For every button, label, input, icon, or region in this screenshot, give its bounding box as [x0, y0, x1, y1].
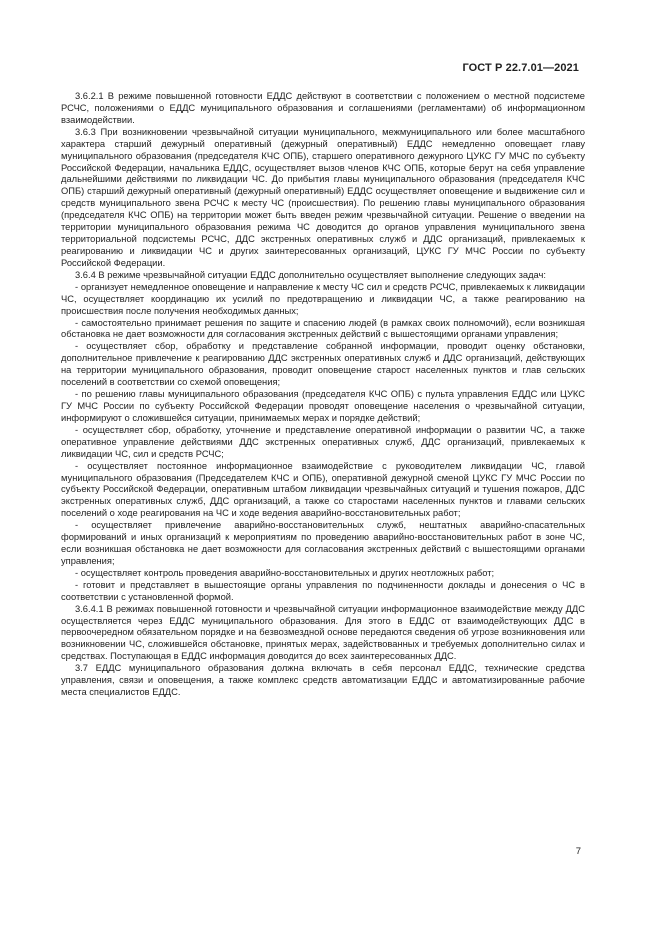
list-item: - осуществляет постоянное информационное взаимодействие с руководителем ликвидации ЧС, главой муниципального образования (Председателем КЧС и ОПБ), оперативной дежурной сменой ЦУКС ГУ МЧС России по субъекту Российской Федерации, оперативным штабом ликвидации чрезвычайных ситуаций и тушения пожаров, ДДС экстренных оперативных служб, ДДС организаций, а также со старостами населенных пунктов и главами сельских поселений о ходе реагирования на ЧС и ходе ведения аварийно-восстановительных работ; — [61, 460, 585, 519]
paragraph-3-6-3: 3.6.3 При возникновении чрезвычайной ситуации муниципального, межмуниципального или более масштабного характера старший дежурный оперативный (дежурный оперативный) ЕДДС немедленно оповещает главу муниципального образования (председателя КЧС ОПБ), старшего оперативного дежурного ЦУКС ГУ МЧС по субъекту Российской Федерации, начальника ЕДДС, осуществляет вызов членов КЧС ОПБ, которые берут на себя управление дальнейшими действиями по ликвидации ЧС. До прибытия главы муниципального образования (председателя КЧС ОПБ) старший дежурный оперативный (дежурный оперативный) ЕДДС осуществляет оповещение и выдвижение сил и средств муниципального звена РСЧС к месту ЧС (происшествия). По решению главы муниципального образования (председателя КЧС ОПБ) на территории может быть введен режим чрезвычайной ситуации. Решение о введении на территории муниципального образования режима ЧС доводится до органов управления муниципального звена территориальной подсистемы РСЧС, ДДС экстренных оперативных служб и ДДС организаций, привлекаемых к реагированию и ликвидации ЧС и других заинтересованных организаций, ЦУКС ГУ МЧС России по субъекту Российской Федерации. — [61, 126, 585, 268]
paragraph-3-6-2-1: 3.6.2.1 В режиме повышенной готовности ЕДДС действуют в соответствии с положением о местной подсистеме РСЧС, положениями о ЕДДС муниципального образования и соглашениями (регламентами) об информационном взаимодействии. — [61, 91, 585, 125]
list-item: - осуществляет сбор, обработку, уточнение и представление оперативной информации о развитии ЧС, а также оперативное управление действиями ДДС экстренных оперативных служб, ДДС организаций, привлекаемых к ликвидации ЧС, сил и средств РСЧС; — [61, 424, 585, 459]
list-item: - осуществляет привлечение аварийно-восстановительных служб, нештатных аварийно-спасательных формирований и иных организаций к мероприятиям по проведению аварийно-восстановительных работ в зоне ЧС, если возникшая обстановка не дает возможности для согласования экстренных действий с вышестоящими органами управления; — [61, 520, 585, 566]
paragraph-3-6-4-1: 3.6.4.1 В режимах повышенной готовности и чрезвычайной ситуации информационное взаимодействие между ДДС осуществляется через ЕДДС муниципального образования. Для этого в ЕДДС от взаимодействующих ДДС в первоочередном обязательном порядке и на безвозмездной основе передаются сведения об угрозе возникновения или возникновении ЧС, сложившейся обстановке, принятых мерах, задействованных и требуемых дополнительно силах и средствах. Поступающая в ЕДДС информация доводится до всех заинтересованных ДДС. — [61, 603, 585, 662]
paragraph-3-7: 3.7 ЕДДС муниципального образования должна включать в себя персонал ЕДДС, технические средства управления, связи и оповещения, а также комплекс средств автоматизации ЕДДС и автоматизированные рабочие места специалистов ЕДДС. — [61, 663, 585, 698]
list-item: - организует немедленное оповещение и направление к месту ЧС сил и средств РСЧС, привлекаемых к ликвидации ЧС, осуществляет координацию их усилий по предотвращению и ликвидации ЧС, а также реагированию на происшествия после получения необходимых данных; — [61, 281, 585, 316]
paragraph-3-6-4: 3.6.4 В режиме чрезвычайной ситуации ЕДДС дополнительно осуществляет выполнение следующих задач: — [75, 269, 546, 280]
document-body — [61, 91, 585, 699]
list-item: - осуществляет контроль проведения аварийно-восстановительных и других неотложных работ; — [75, 567, 495, 578]
list-item: - самостоятельно принимает решения по защите и спасению людей (в рамках своих полномочий), если возникшая обстановка не дает возможности для согласования экстренных действий с вышестоящими органами управления; — [61, 317, 585, 340]
standard-code: ГОСТ Р 22.7.01—2021 — [462, 62, 579, 74]
list-item: - готовит и представляет в вышестоящие органы управления по подчиненности доклады и донесения о ЧС в соответствии с установленной формой. — [61, 579, 585, 602]
list-item: - осуществляет сбор, обработку и представление собранной информации, проводит оценку обстановки, дополнительное привлечение к реагированию ДДС экстренных оперативных служб и ДДС организаций, действующих на территории муниципального образования, проводит оповещение старост населенных пунктов и глав сельских поселений в соответствии со схемой оповещения; — [61, 341, 585, 388]
list-item: - по решению главы муниципального образования (председателя КЧС ОПБ) с пульта управления ЕДДС или ЦУКС ГУ МЧС России по субъекту Российской Федерации проводят оповещение населения о чрезвычайной ситуации, информируют о сложившейся ситуации, принимаемых мерах и порядке действий; — [61, 389, 585, 423]
page-number: 7 — [575, 846, 581, 857]
